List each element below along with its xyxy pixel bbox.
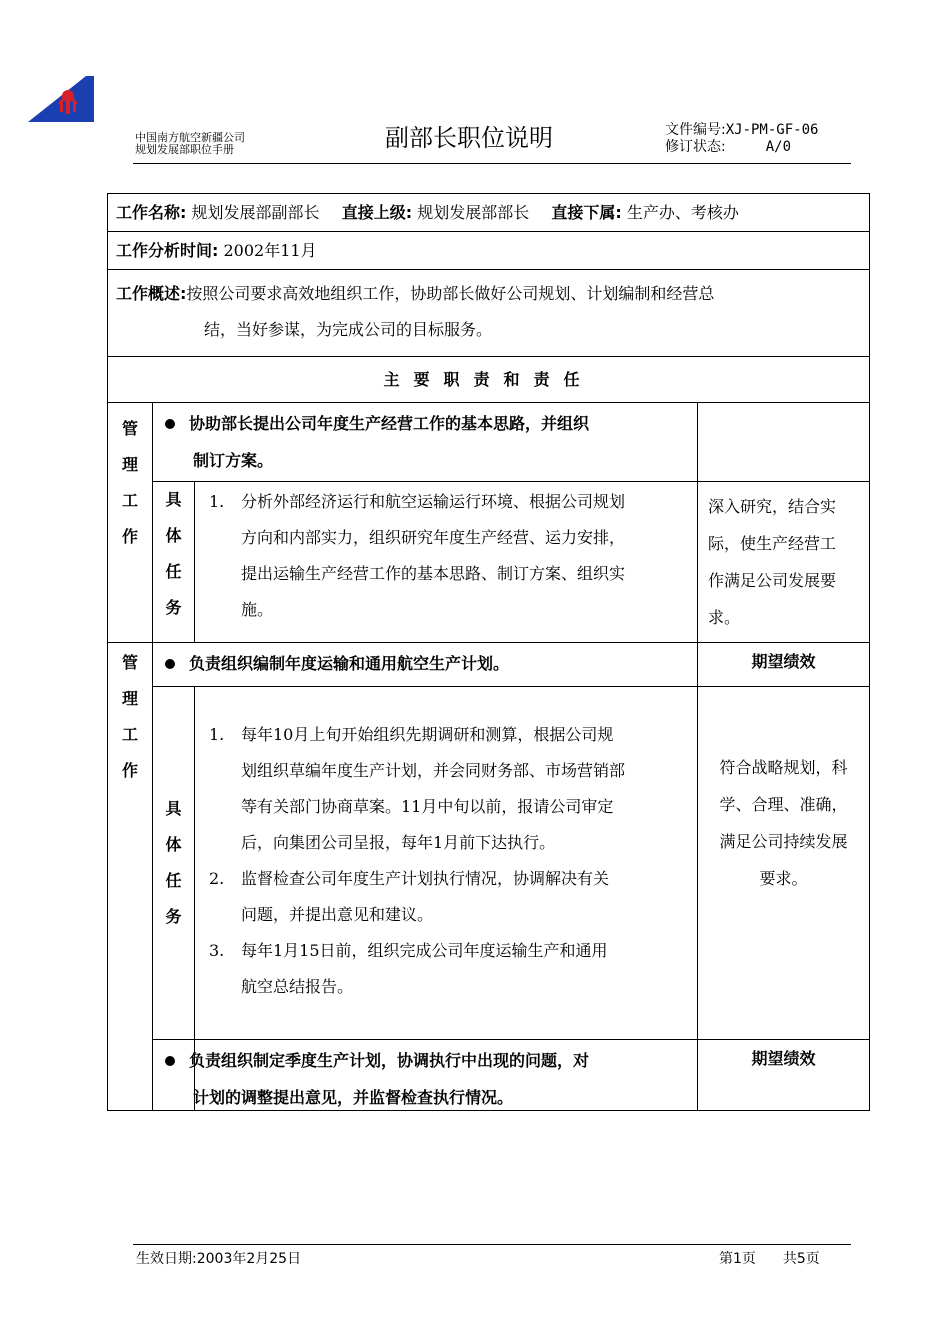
duty-1-tasks-row [108, 482, 870, 643]
superior-value: 规划发展部部长 [417, 203, 530, 222]
job-name-label: 工作名称: [116, 203, 187, 222]
job-info-row [108, 194, 870, 232]
specific-tasks-label-2: 具体任务 [153, 687, 195, 1040]
analysis-time-row [108, 232, 870, 270]
duty-1-tasks [195, 482, 698, 643]
management-work-label-1: 管理工作 [108, 403, 153, 643]
task-item: 2. 监督检查公司年度生产计划执行情况，协调解决有关 问题，并提出意见和建议。 [209, 869, 610, 924]
expected-performance-header-1: 期望绩效 [698, 643, 870, 687]
company-name [135, 132, 245, 156]
duty-2-tasks-row [108, 687, 870, 1040]
doc-no-label: 文件编号: [665, 122, 726, 138]
duty-2-performance: 符合战略规划，科 学、合理、准确， 满足公司持续发展 要求。 [698, 687, 870, 1040]
bullet-icon [165, 659, 175, 669]
duty-1-performance: 深入研究，结合实 际，使生产经营工 作满足公司发展要 求。 [698, 482, 870, 643]
analysis-time-value: 2002年11月 [223, 241, 317, 260]
duty-2-row [108, 643, 870, 687]
doc-no-value: XJ-PM-GF-06 [725, 122, 819, 138]
header-divider [133, 163, 851, 164]
revision-value: A/0 [765, 139, 792, 155]
page-total: 共5页 [782, 1251, 820, 1267]
management-work-label-2: 管理工作 [108, 643, 153, 1111]
duty-1-perf-empty [698, 403, 870, 482]
footer-divider [133, 1244, 851, 1245]
job-description-table [107, 193, 870, 1111]
expected-performance-header-2: 期望绩效 [698, 1040, 870, 1111]
overview-row [108, 270, 870, 357]
specific-tasks-label-1: 具体任务 [153, 482, 195, 643]
duty-2-title: 负责组织编制年度运输和通用航空生产计划。 [153, 643, 698, 687]
section-title: 主要职责和责任 [108, 357, 870, 403]
airline-logo [28, 76, 94, 124]
duty-1-row [108, 403, 870, 482]
revision-label: 修订状态: [665, 139, 726, 155]
task-item: 3. 每年1月15日前，组织完成公司年度运输生产和通用 航空总结报告。 [209, 941, 608, 996]
duty-3-row [108, 1040, 870, 1111]
duty-3-title: 负责组织制定季度生产计划，协调执行中出现的问题，对 计划的调整提出意见，并监督检查执行情况。 [195, 1040, 698, 1111]
task-item: 1. 分析外部经济运行和航空运输运行环境、根据公司规划 方向和内部实力，组织研究年度生产经营、运力安排， 提出运输生产经营工作的基本思路、制订方案、组织实 施。 [209, 492, 626, 619]
overview-line-1: 按照公司要求高效地组织工作，协助部长做好公司规划、计划编制和经营总 [186, 284, 715, 303]
bullet-icon [165, 1056, 175, 1066]
task-item: 1. 每年10月上旬开始组织先期调研和测算，根据公司规 划组织草编年度生产计划，并会同财务部、市场营销部 等有关部门协商草案。11月中旬以前，报请公司审定 后，向集团公司呈报，每年1月前下达执行。 [209, 725, 626, 852]
job-name-value: 规划发展部副部长 [191, 203, 320, 222]
company-line-2: 规划发展部职位手册 [135, 143, 234, 156]
bullet-icon [165, 419, 175, 429]
superior-label: 直接上级: [341, 203, 413, 222]
page-current: 第1页 [719, 1251, 756, 1267]
analysis-time-label: 工作分析时间: [116, 241, 219, 260]
page-number [719, 1248, 820, 1268]
document-meta [665, 122, 818, 156]
page-title: 副部长职位说明 [385, 124, 553, 152]
effective-date: 生效日期:2003年2月25日 [136, 1251, 302, 1267]
subordinate-label: 直接下属: [551, 203, 622, 222]
overview-label: 工作概述: [116, 284, 187, 303]
overview-line-2: 结，当好参谋，为完成公司的目标服务。 [204, 320, 493, 339]
subordinate-value: 生产办、考核办 [626, 203, 739, 222]
section-title-row [108, 357, 870, 403]
company-line-1: 中国南方航空新疆公司 [135, 131, 245, 144]
duty-2-tasks [195, 687, 698, 1040]
duty-1-title: 协助部长提出公司年度生产经营工作的基本思路，并组织 制订方案。 [153, 403, 698, 482]
